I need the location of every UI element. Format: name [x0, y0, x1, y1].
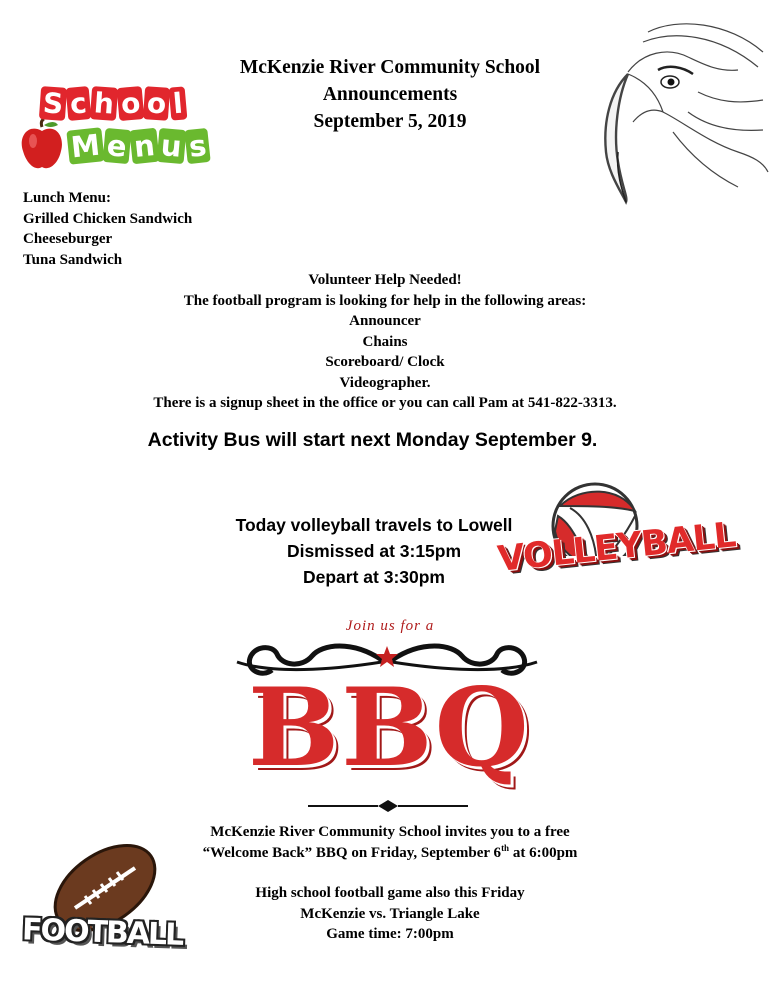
bbq-announcement	[100, 822, 680, 863]
activity-bus-notice: Activity Bus will start next Monday September 9.	[147, 429, 598, 451]
volunteer-heading: Volunteer Help Needed!	[308, 272, 462, 288]
lunch-heading: Lunch Menu:	[23, 190, 111, 206]
volunteer-contact: There is a signup sheet in the office or you can call Pam at 541-822-3313.	[153, 395, 617, 411]
volunteer-area: Announcer	[349, 313, 421, 329]
logo-letter: c	[66, 86, 91, 121]
volunteer-intro: The football program is looking for help in the following areas:	[183, 292, 587, 309]
lunch-item: Tuna Sandwich	[23, 251, 123, 268]
logo-letter: S	[39, 86, 67, 121]
eagle-illustration	[588, 12, 773, 212]
volleyball-word-art: VOLLEYBALL	[495, 515, 738, 580]
lunch-item: Cheeseburger	[23, 231, 113, 247]
logo-letter: n	[129, 128, 159, 165]
school-name: McKenzie River Community School	[239, 57, 541, 78]
logo-letter: u	[157, 128, 187, 164]
logo-menus-word	[68, 129, 210, 163]
logo-letter: s	[184, 128, 211, 164]
ornament-divider-icon	[308, 798, 468, 814]
volunteer-section	[60, 270, 710, 414]
football-line: Game time: 7:00pm	[326, 926, 454, 942]
logo-letter: o	[143, 86, 170, 121]
logo-letter: e	[102, 128, 131, 164]
bbq-line: McKenzie River Community School invites you to a free	[210, 824, 570, 840]
football-line: High school football game also this Friday	[255, 885, 525, 901]
logo-letter: M	[66, 127, 104, 164]
logo-letter: o	[116, 86, 144, 121]
volleyball-line: Depart at 3:30pm	[303, 567, 445, 587]
volunteer-area: Scoreboard/ Clock	[325, 354, 445, 370]
volunteer-area: Chains	[362, 333, 408, 350]
bbq-word-art: BBQ	[248, 665, 531, 791]
logo-school-word	[40, 87, 187, 120]
volleyball-line: Today volleyball travels to Lowell	[235, 515, 513, 535]
volunteer-area: Videographer.	[339, 374, 431, 391]
lunch-item: Grilled Chicken Sandwich	[23, 210, 193, 227]
football-word-art: FOOTBALL	[21, 912, 183, 953]
page-title: Announcements	[322, 84, 458, 105]
announcement-header	[160, 54, 620, 135]
football-announcement	[100, 883, 680, 945]
logo-letter: l	[169, 86, 187, 120]
football-line: McKenzie vs. Triangle Lake	[300, 905, 480, 922]
logo-letter: h	[90, 86, 118, 121]
announcement-date: September 5, 2019	[313, 111, 467, 132]
bbq-join-text: Join us for a	[345, 618, 435, 634]
bbq-line: “Welcome Back” BBQ on Friday, September 6th at 6:00pm	[202, 842, 578, 861]
school-menus-logo	[20, 85, 208, 175]
apple-icon	[20, 119, 64, 171]
volleyball-line: Dismissed at 3:15pm	[286, 541, 462, 561]
lunch-menu	[23, 188, 192, 270]
